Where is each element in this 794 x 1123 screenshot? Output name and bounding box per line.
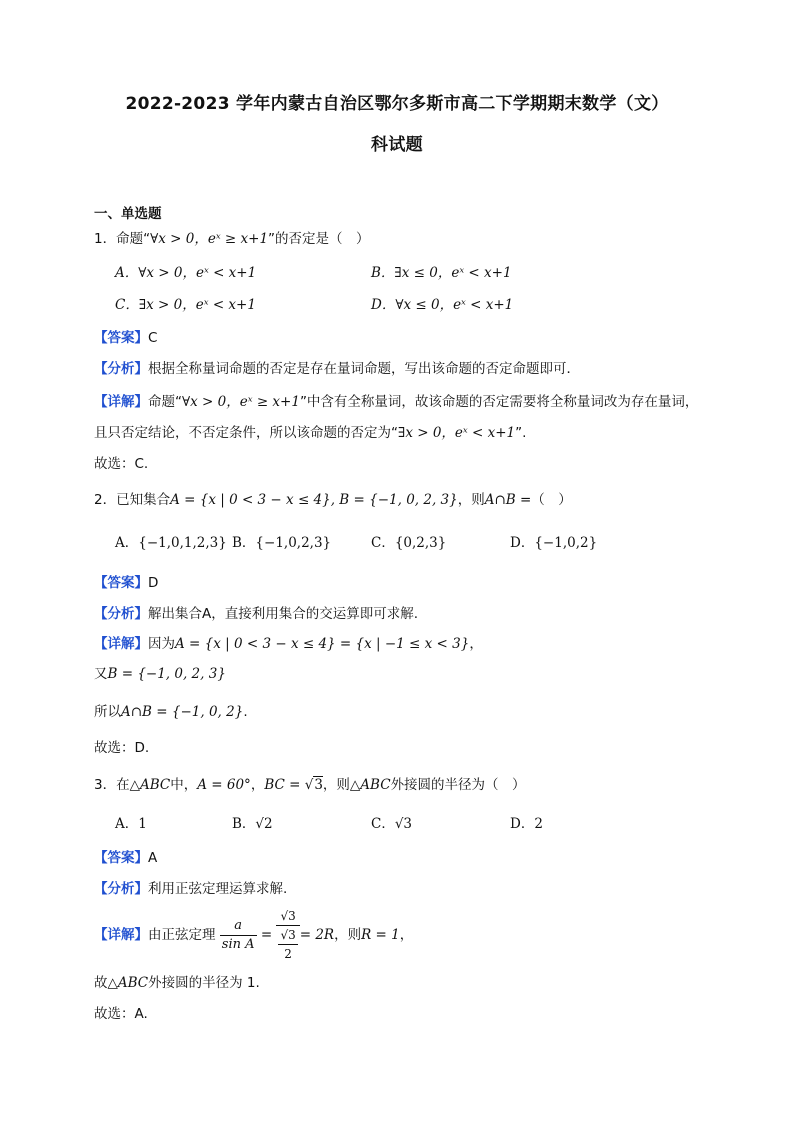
q1-option-b: B．∃x ≤ 0，eˣ < x+1 (371, 265, 512, 281)
q3-answer (94, 848, 157, 868)
q2-detail-1b: ， (469, 636, 483, 652)
fraction-numerator: √3 (280, 909, 296, 923)
q2-detail-3b: . (243, 704, 248, 720)
analysis-tag: 【分析】 (94, 881, 148, 897)
fraction-denominator: sin A (221, 936, 255, 952)
q2-stem-math2: A∩B (484, 492, 516, 508)
q3-detail-line2 (94, 973, 260, 993)
q3-stem-m2: A = 60° (197, 777, 251, 793)
q2-analysis-text: 解出集合A，直接利用集合的交运算即可求解. (148, 606, 419, 622)
answer-tag: 【答案】 (94, 850, 148, 866)
q1-answer (94, 328, 157, 348)
q1-analysis (94, 359, 580, 379)
analysis-tag: 【分析】 (94, 606, 148, 622)
q1-option-d: D．∀x ≤ 0，eˣ < x+1 (371, 297, 514, 313)
q1-stem-pre: 1．命题“ (94, 231, 151, 247)
q3-detail-2m: △ABC (107, 975, 149, 991)
q1-stem (94, 229, 370, 249)
answer-tag: 【答案】 (94, 330, 148, 346)
q3-stem-pre: 3．在 (94, 777, 130, 793)
q1-detail-1a: 命题“ (148, 394, 182, 410)
q2-option-a: A．{−1,0,1,2,3} (115, 535, 227, 551)
q3-option-d: D．2 (510, 816, 543, 832)
detail-tag: 【详解】 (94, 927, 148, 943)
q2-detail-line2 (94, 664, 226, 684)
nested-numerator: √3 (280, 928, 296, 942)
q2-answer-value: D (148, 575, 159, 591)
q3-detail-m: R = 1 (361, 927, 400, 943)
q3-analysis-text: 利用正弦定理运算求解. (148, 881, 288, 897)
q3-detail-2a: 故 (94, 975, 108, 991)
q3-detail-eq: = 2R (299, 927, 335, 943)
q2-option-b: B．{−1,0,2,3} (232, 535, 332, 551)
q1-stem-math: ∀x > 0，eˣ ≥ x+1 (150, 231, 269, 247)
q2-detail-3a: 所以 (94, 704, 121, 720)
q1-detail-line1 (94, 392, 698, 412)
q1-conclusion: 故选：C. (94, 456, 149, 472)
q2-detail-3m: A∩B = {−1, 0, 2} (121, 704, 244, 720)
q2-detail-line1 (94, 634, 483, 654)
q2-conclusion: 故选：D. (94, 740, 150, 756)
detail-tag: 【详解】 (94, 394, 148, 410)
q3-stem-mid1: 中， (170, 777, 198, 793)
q2-detail-1m: A = {x | 0 < 3 − x ≤ 4} = {x | −1 ≤ x < 3} (175, 636, 470, 652)
q3-detail-b: ，则 (334, 927, 362, 943)
root-fraction (276, 907, 299, 963)
q1-detail-2b: ”. (515, 425, 527, 441)
q2-option-d: D．{−1,0,2} (510, 535, 598, 551)
q3-stem-mid3: ，则 (322, 777, 350, 793)
q2-stem-mid: ，则 (457, 492, 485, 508)
q1-option-a: A．∀x > 0，eˣ < x+1 (115, 265, 257, 281)
fraction-denominator (276, 925, 299, 963)
page-title-continued: 科试题 (371, 135, 423, 155)
page-title: 2022-2023 学年内蒙古自治区鄂尔多斯市高二下学期期末数学（文） (125, 94, 669, 114)
q3-stem-post: 外接圆的半径为（ ） (390, 777, 526, 793)
section-heading: 一、单选题 (94, 206, 162, 222)
q3-option-b: B．√2 (232, 816, 273, 832)
q2-answer (94, 573, 158, 593)
q1-answer-value: C (148, 330, 158, 346)
analysis-tag: 【分析】 (94, 361, 148, 377)
q2-detail-2m: B = {−1, 0, 2, 3} (107, 666, 226, 682)
detail-tag: 【详解】 (94, 636, 148, 652)
q3-analysis (94, 879, 287, 899)
q3-stem-m1: △ABC (129, 777, 171, 793)
q1-detail-1b: ”中含有全称量词，故该命题的否定需要将全称量词改为存在量词， (299, 394, 699, 410)
q3-stem-m4: △ABC (349, 777, 391, 793)
q3-option-a: A．1 (115, 816, 147, 832)
q3-stem-mid2: ， (250, 777, 265, 793)
q3-detail-a: 由正弦定理 (148, 927, 216, 943)
q2-analysis (94, 604, 418, 624)
q2-detail-1a: 因为 (148, 636, 175, 652)
q3-stem-sqrt: 3 (314, 777, 323, 793)
q1-detail-2a: 且只否定结论，不否定条件，所以该命题的否定为“ (94, 425, 398, 441)
answer-tag: 【答案】 (94, 575, 148, 591)
q2-detail-2a: 又 (94, 666, 108, 682)
q3-answer-value: A (148, 850, 158, 866)
q3-stem: 3．在△ABC中，A = 60°，BC = √3，则△ABC外接圆的半径为（ ） (94, 777, 526, 793)
q2-stem-math: A = {x | 0 < 3 − x ≤ 4}, B = {−1, 0, 2, 3} (170, 492, 458, 508)
q2-stem-pre: 2．已知集合 (94, 492, 171, 508)
q2-stem-post: =（ ） (515, 492, 572, 508)
q1-detail-1m: ∀x > 0，eˣ ≥ x+1 (182, 394, 300, 410)
q2-detail-line3 (94, 702, 248, 722)
q1-detail-line2 (94, 423, 526, 443)
q1-stem-post: ”的否定是（ ） (268, 231, 370, 247)
q2-stem (94, 490, 572, 510)
q3-detail-line1: 【详解】由正弦定理 $\frac{a}{\text{sin A}}$ = $\frac{√3}{\frac{√3}{2}}$ = 2R，则R = 1， (94, 909, 414, 961)
q3-conclusion: 故选：A. (94, 1006, 148, 1022)
nested-denominator: 2 (278, 944, 297, 963)
q1-analysis-text: 根据全称量词命题的否定是存在量词命题，写出该命题的否定命题即可． (148, 361, 580, 377)
fraction-numerator: a (234, 917, 243, 933)
q3-detail-c: ， (399, 927, 414, 943)
q3-detail-2b: 外接圆的半径为 1. (148, 975, 260, 991)
q3-option-c: C．√3 (371, 816, 413, 832)
q3-stem-m3: BC = (264, 777, 305, 793)
q1-option-c: C．∃x > 0，eˣ < x+1 (115, 297, 256, 313)
q2-option-c: C．{0,2,3} (371, 535, 447, 551)
nested-fraction (278, 926, 297, 963)
sine-law-fraction (220, 917, 257, 954)
q1-detail-2m: ∃x > 0，eˣ < x+1 (398, 425, 516, 441)
